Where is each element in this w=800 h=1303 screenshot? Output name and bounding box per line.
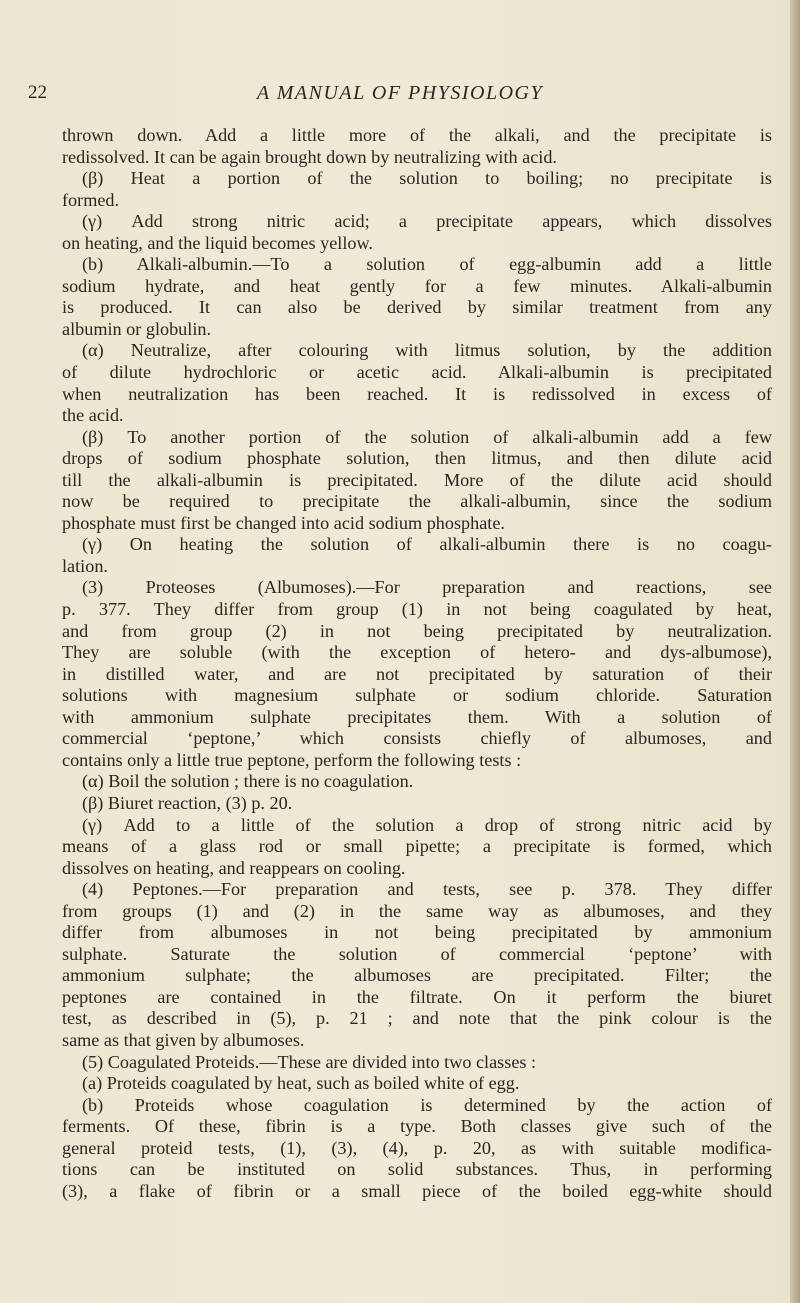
text-line: (γ) On heating the solution of alkali-albumin there is no coagu- [82, 534, 772, 555]
text-line: albumin or globulin. [62, 318, 212, 339]
text-line: of dilute hydrochloric or acetic acid. Alkali-albumin is precipitated [62, 362, 772, 383]
text-line: They are soluble (with the exception of hetero- and dys-albumose), [62, 642, 772, 663]
text-line: (b) Alkali-albumin.—To a solution of egg-albumin add a little [82, 254, 772, 275]
text-line: redissolved. It can be again brought down by neutralizing with acid. [62, 146, 557, 167]
text-line: (b) Proteids whose coagulation is determined by the action of [82, 1094, 772, 1115]
text-line: (3) Proteoses (Albumoses).—For preparation and reactions, see [82, 577, 772, 598]
text-line: lation. [62, 555, 108, 576]
text-line: peptones are contained in the filtrate. On it perform the biuret [62, 986, 772, 1007]
text-line: is produced. It can also be derived by similar treatment from any [62, 297, 772, 318]
text-line: (α) Neutralize, after colouring with litmus solution, by the addition [82, 340, 772, 361]
text-line: ferments. Of these, fibrin is a type. Both classes give such of the [62, 1116, 772, 1137]
text-line: (β) Heat a portion of the solution to boiling; no precipitate is [82, 168, 772, 189]
text-line: (4) Peptones.—For preparation and tests, see p. 378. They differ [82, 879, 772, 900]
text-line: solutions with magnesium sulphate or sodium chloride. Saturation [62, 685, 772, 706]
text-line: (5) Coagulated Proteids.—These are divided into two classes : [82, 1051, 537, 1072]
text-line: test, as described in (5), p. 21 ; and note that the pink colour is the [62, 1008, 772, 1029]
text-line: phosphate must first be changed into acid sodium phosphate. [62, 512, 505, 533]
text-line: on heating, and the liquid becomes yellow. [62, 232, 373, 253]
text-line: differ from albumoses in not being precipitated by ammonium [62, 922, 772, 943]
text-line: sulphate. Saturate the solution of commercial ‘peptone’ with [62, 943, 772, 964]
page-edge [790, 0, 800, 1303]
page-number: 22 [28, 82, 47, 103]
body-text [62, 125, 772, 1202]
text-line: when neutralization has been reached. It is redissolved in excess of [62, 383, 772, 404]
text-line: (α) Boil the solution ; there is no coagulation. [82, 771, 414, 792]
text-line: tions can be instituted on solid substances. Thus, in performing [62, 1159, 772, 1180]
text-line: in distilled water, and are not precipitated by saturation of their [62, 663, 772, 684]
text-line: contains only a little true peptone, perform the following tests : [62, 749, 522, 770]
text-line: commercial ‘peptone,’ which consists chiefly of albumoses, and [62, 728, 772, 749]
text-line: (γ) Add to a little of the solution a drop of strong nitric acid by [82, 814, 772, 835]
text-line: general proteid tests, (1), (3), (4), p. 20, as with suitable modifica- [62, 1137, 772, 1158]
text-line: till the alkali-albumin is precipitated. More of the dilute acid should [62, 469, 772, 490]
text-line: drops of sodium phosphate solution, then litmus, and then dilute acid [62, 448, 772, 469]
text-line: same as that given by albumoses. [62, 1029, 305, 1050]
text-line: ammonium sulphate; the albumoses are precipitated. Filter; the [62, 965, 772, 986]
text-line: from groups (1) and (2) in the same way as albumoses, and they [62, 900, 772, 921]
text-line: with ammonium sulphate precipitates them. With a solution of [62, 706, 772, 727]
text-line: (3), a flake of fibrin or a small piece of the boiled egg-white should [62, 1180, 772, 1201]
text-line: (β) To another portion of the solution of alkali-albumin add a few [82, 426, 772, 447]
text-line: and from group (2) in not being precipitated by neutralization. [62, 620, 772, 641]
text-line: now be required to precipitate the alkali-albumin, since the sodium [62, 491, 772, 512]
text-line: dissolves on heating, and reappears on cooling. [62, 857, 406, 878]
text-line: (γ) Add strong nitric acid; a precipitate appears, which dissolves [82, 211, 772, 232]
text-line: thrown down. Add a little more of the alkali, and the precipitate is [62, 125, 772, 145]
text-line: the acid. [62, 405, 124, 426]
text-line: p. 377. They differ from group (1) in not being coagulated by heat, [62, 599, 772, 620]
text-line: formed. [62, 189, 120, 210]
text-line: sodium hydrate, and heat gently for a few minutes. Alkali-albumin [62, 275, 772, 296]
running-title: A MANUAL OF PHYSIOLOGY [256, 82, 544, 104]
text-line: (a) Proteids coagulated by heat, such as boiled white of egg. [82, 1073, 520, 1094]
page-header [0, 82, 800, 106]
text-line: (β) Biuret reaction, (3) p. 20. [82, 792, 293, 813]
text-line: means of a glass rod or small pipette; a precipitate is formed, which [62, 836, 772, 857]
